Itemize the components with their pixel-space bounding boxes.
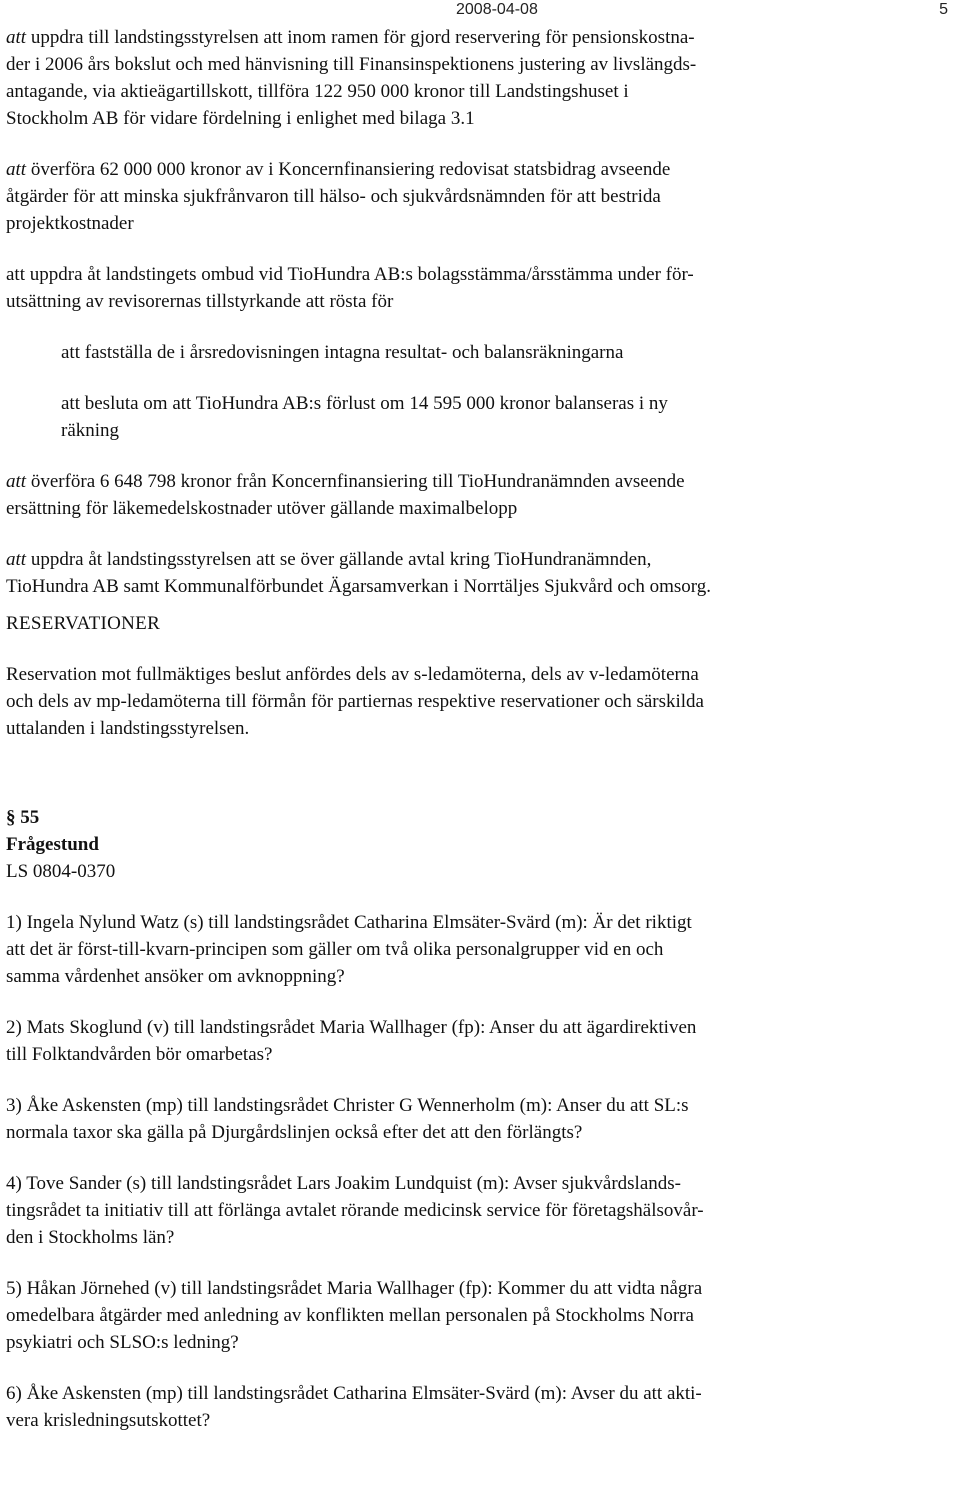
page-number: 5 — [939, 1, 948, 18]
question-5: 5) Håkan Jörnehed (v) till landstingsrådet Maria Wallhager (fp): Kommer du att vidta några omedelbara åtgärder med anledning av konflikten mellan personalen på Stockholms Norra psykiatri och SLSO:s ledning? — [6, 1278, 703, 1353]
section-reference: LS 0804-0370 — [6, 861, 116, 882]
decision-paragraph-4: att överföra 6 648 798 kronor från Koncernfinansiering till TioHundranämnden avseende ersättning för läkemedelskostnader utöver gällande maximalbelopp — [6, 471, 685, 519]
page-header — [6, 0, 954, 24]
reservation-heading: RESERVATIONER — [6, 613, 161, 634]
att-keyword: att — [6, 27, 27, 48]
decision-paragraph-1: att uppdra till landstingsstyrelsen att inom ramen för gjord reservering för pensionskostna- der i 2006 års bokslut och med hänvisning till Finansinspektionens justering av livslängds- antagande, via aktieägartillskott, tillföra 122 950 000 kronor till Landstingshuset i Stockholm AB för vidare fördelning i enlighet med bilaga 3.1 — [6, 27, 697, 129]
att-keyword: att — [6, 159, 27, 180]
decision-paragraph-5: att uppdra åt landstingsstyrelsen att se över gällande avtal kring TioHundranämnden, TioHundra AB samt Kommunalförbundet Ägarsamverkan i Norrtäljes Sjukvård och omsorg. — [6, 549, 712, 597]
document-page — [6, 0, 954, 1434]
question-4: 4) Tove Sander (s) till landstingsrådet Lars Joakim Lundquist (m): Avser sjukvårdslands- tingsrådet ta initiativ till att förlänga avtalet rörande medicinsk service för företagshälsovår- den i Stockholms län? — [6, 1173, 704, 1248]
indented-paragraph-2: att besluta om att TioHundra AB:s förlust om 14 595 000 kronor balanseras i ny räkning — [61, 393, 668, 441]
section-title: Frågestund — [6, 834, 99, 855]
att-keyword: att — [6, 549, 27, 570]
att-keyword: att — [6, 471, 27, 492]
indented-paragraph-1: att fastställa de i årsredovisningen intagna resultat- och balansräkningarna — [61, 342, 624, 363]
question-1: 1) Ingela Nylund Watz (s) till landstingsrådet Catharina Elmsäter-Svärd (m): Är det riktigt att det är först-till-kvarn-principen som gäller om två olika personalgrupper vid en och samma vårdenhet ansöker om avknoppning? — [6, 912, 692, 987]
question-2: 2) Mats Skoglund (v) till landstingsrådet Maria Wallhager (fp): Anser du att ägardirektiven till Folktandvården bör omarbetas? — [6, 1017, 697, 1065]
decision-paragraph-2: att överföra 62 000 000 kronor av i Koncernfinansiering redovisat statsbidrag avseende åtgärder för att minska sjukfrånvaron till hälso- och sjukvårdsnämnden för att bestrida projektkostnader — [6, 159, 671, 234]
question-6: 6) Åke Askensten (mp) till landstingsrådet Catharina Elmsäter-Svärd (m): Avser du att akti- vera krisledningsutskottet? — [6, 1383, 702, 1431]
section-number: § 55 — [6, 807, 40, 828]
question-3: 3) Åke Askensten (mp) till landstingsrådet Christer G Wennerholm (m): Anser du att SL:s normala taxor ska gälla på Djurgårdslinjen också efter det att den förlängts? — [6, 1095, 689, 1143]
decision-paragraph-3: att uppdra åt landstingets ombud vid TioHundra AB:s bolagsstämma/årsstämma under för- utsättning av revisorernas tillstyrkande att rösta för — [6, 264, 694, 312]
reservation-paragraph: Reservation mot fullmäktiges beslut anfördes dels av s-ledamöterna, dels av v-ledamöterna och dels av mp-ledamöterna till förmån för partiernas respektive reservationer och särskilda uttalanden i landstingsstyrelsen. — [6, 664, 704, 739]
header-date: 2008-04-08 — [456, 1, 538, 18]
section-heading — [6, 804, 954, 885]
